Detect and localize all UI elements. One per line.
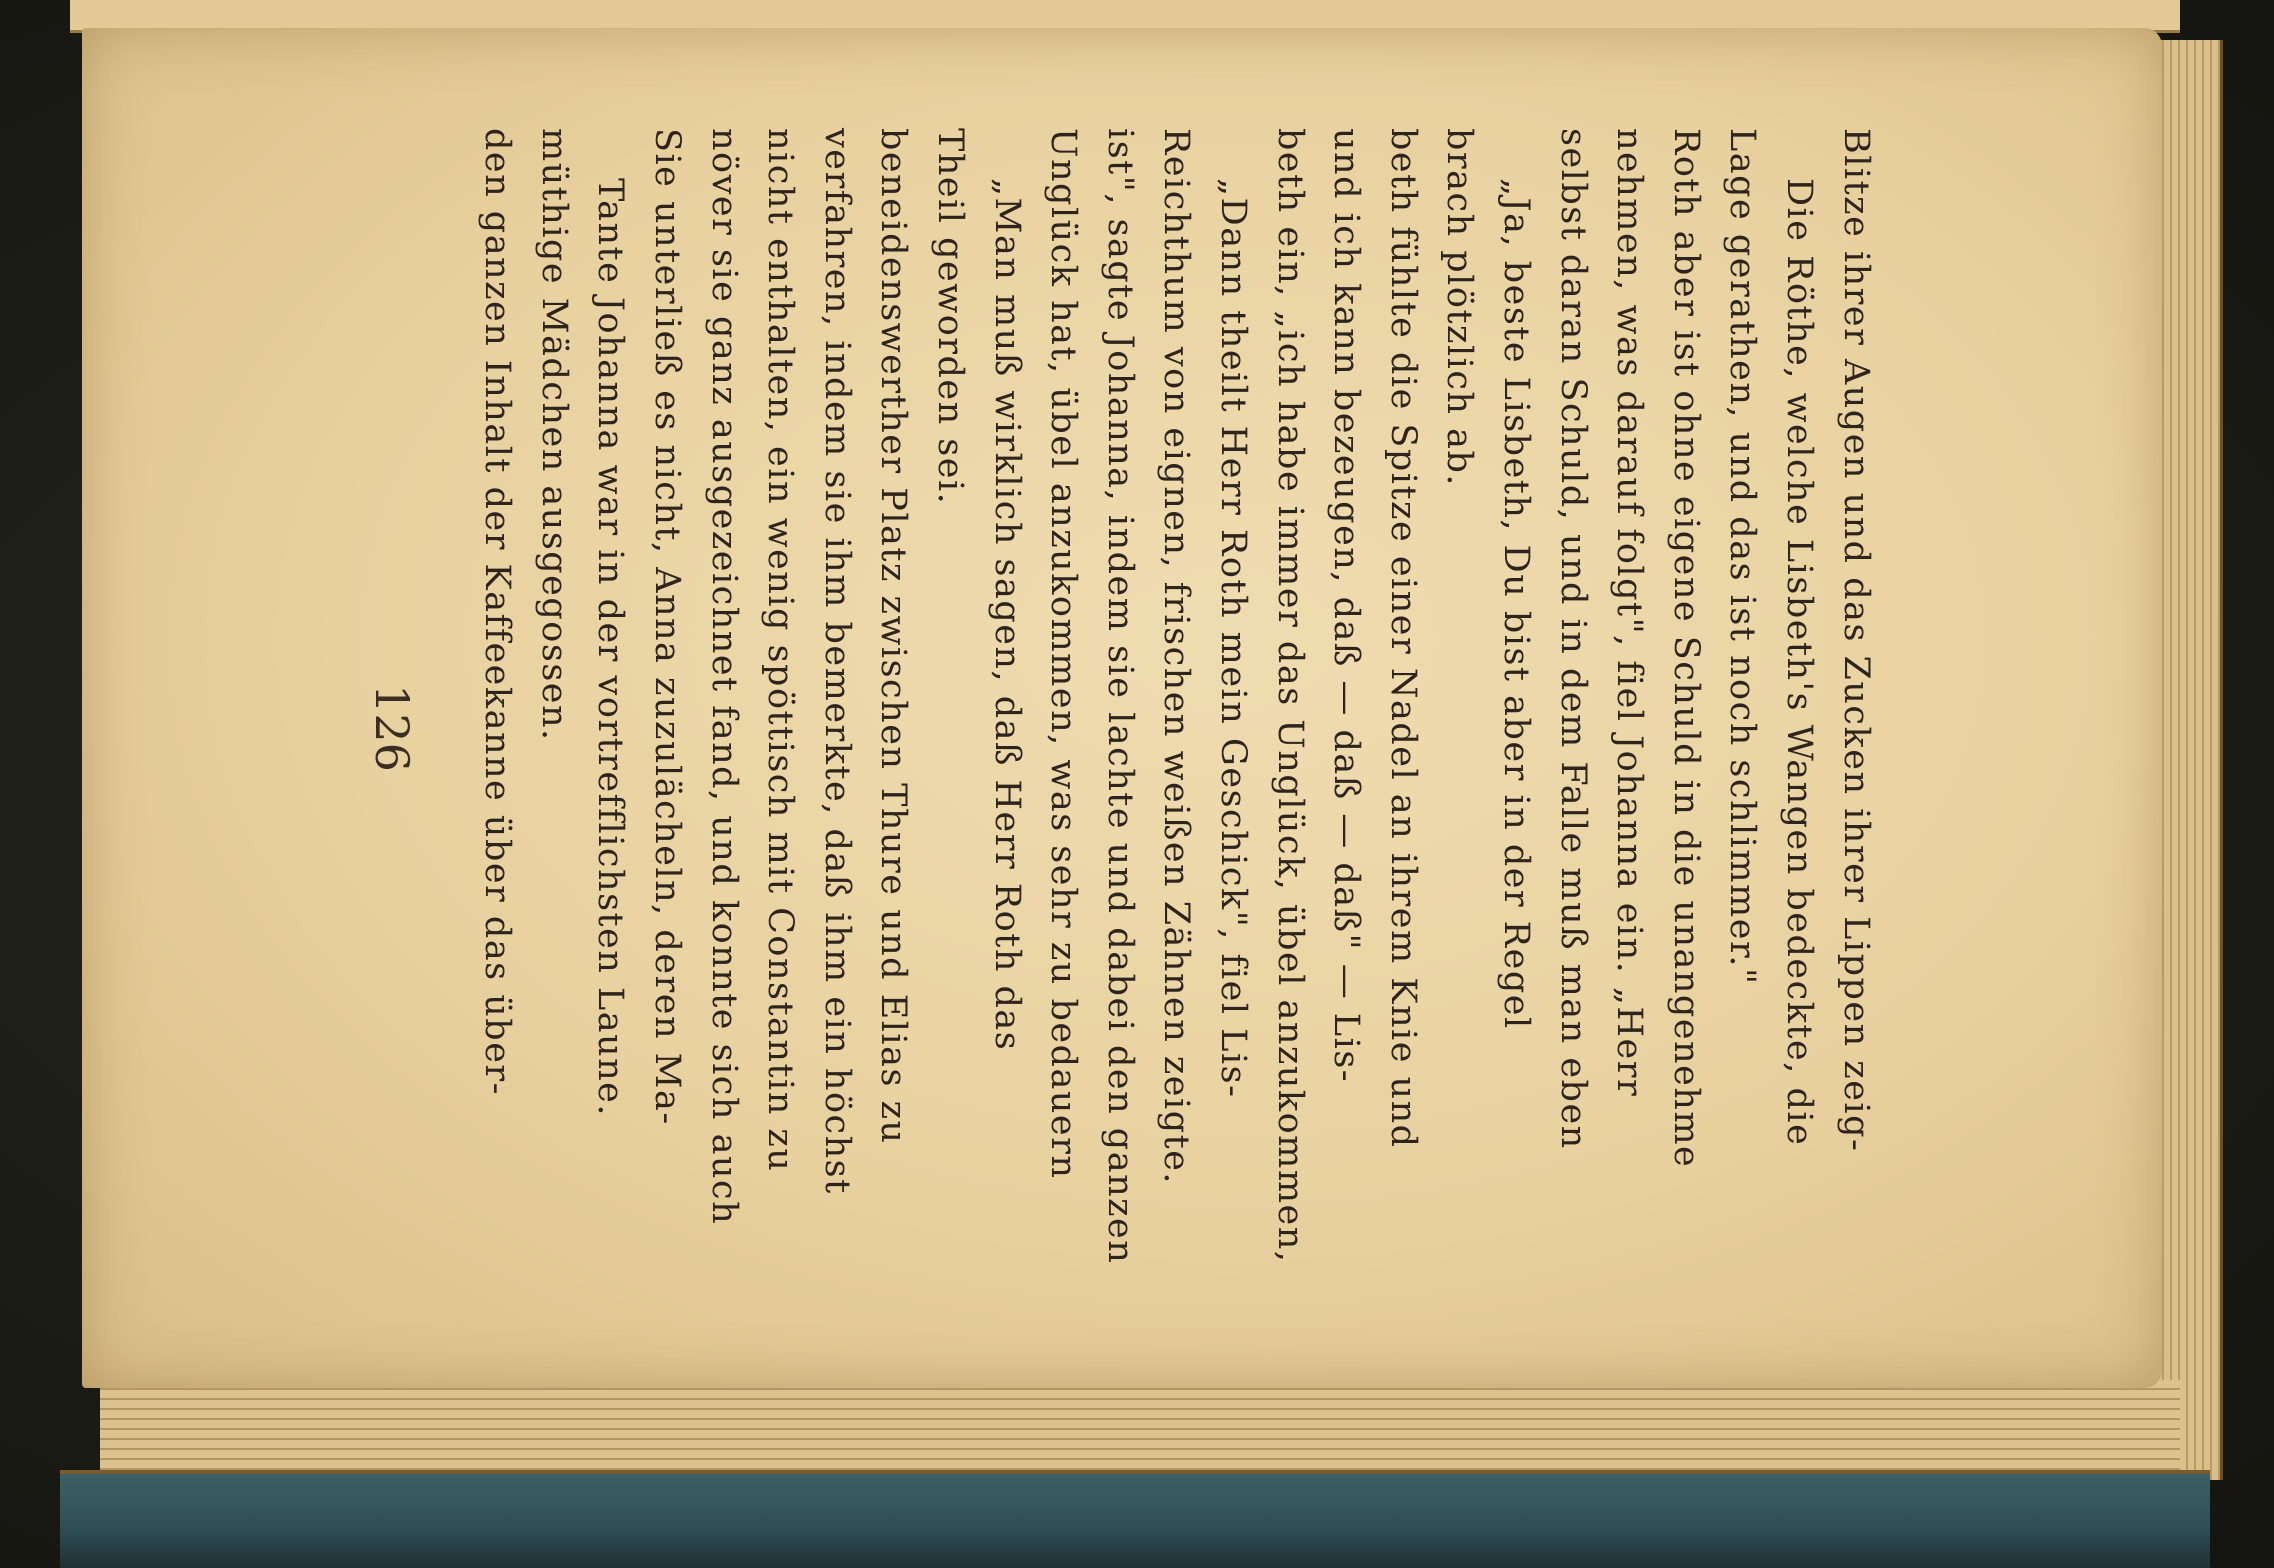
text-line: Roth aber ist ohne eigene Schuld in die unangenehme bbox=[1666, 128, 1706, 1169]
text-line: verfahren, indem sie ihm bemerkte, daß ihm ein höchst bbox=[817, 128, 857, 1195]
text-line: beneidenswerther Platz zwischen Thure und Elias zu bbox=[873, 128, 913, 1145]
text-line: ist", sagte Johanna, indem sie lachte und dabei den ganzen bbox=[1100, 128, 1140, 1265]
text-line: „Man muß wirklich sagen, daß Herr Roth das bbox=[987, 178, 1027, 1052]
text-line: Reichthum von eignen, frischen weißen Zähnen zeigte. bbox=[1156, 128, 1196, 1186]
text-line: müthige Mädchen ausgegossen. bbox=[534, 128, 574, 742]
text-line: den ganzen Inhalt der Kaffeekanne über das über- bbox=[477, 128, 517, 1096]
text-line: beth fühlte die Spitze einer Nadel an ihrem Knie und bbox=[1383, 128, 1423, 1149]
book-cover-edge bbox=[60, 1470, 2210, 1568]
text-line: nehmen, was darauf folgt", fiel Johanna ein. „Herr bbox=[1609, 128, 1649, 1098]
text-line: „Dann theilt Herr Roth mein Geschick", fiel Lis- bbox=[1213, 178, 1253, 1099]
text-line: brach plötzlich ab. bbox=[1439, 128, 1479, 488]
text-line: beth ein, „ich habe immer das Unglück, übel anzukommen, bbox=[1270, 128, 1310, 1264]
text-line: nicht enthalten, ein wenig spöttisch mit Constantin zu bbox=[760, 128, 800, 1173]
text-line: Sie unterließ es nicht, Anna zuzulächeln, deren Ma- bbox=[647, 128, 687, 1126]
text-line: Lage gerathen, und das ist noch schlimmer." bbox=[1722, 128, 1762, 986]
text-line: Unglück hat, übel anzukommen, was sehr zu bedauern bbox=[1043, 128, 1083, 1180]
book-page bbox=[82, 28, 2162, 1388]
text-line: und ich kann bezeugen, daß — daß — daß" — Lis- bbox=[1326, 128, 1366, 1084]
page-text-block bbox=[182, 128, 2062, 1268]
text-line: növer sie ganz ausgezeichnet fand, und konnte sich auch bbox=[704, 128, 744, 1226]
page-number: 126 bbox=[365, 684, 419, 772]
text-line: Blitze ihrer Augen und das Zucken ihrer Lippen zeig- bbox=[1836, 128, 1876, 1153]
text-line: „Ja, beste Lisbeth, Du bist aber in der Regel bbox=[1496, 178, 1536, 1030]
text-line: Theil geworden sei. bbox=[930, 128, 970, 506]
text-line: Die Röthe, welche Lisbeth's Wangen bedeckte, die bbox=[1779, 178, 1819, 1147]
text-line: selbst daran Schuld, und in dem Falle muß man eben bbox=[1553, 128, 1593, 1150]
text-line: Tante Johanna war in der vortrefflichsten Laune. bbox=[590, 178, 630, 1118]
